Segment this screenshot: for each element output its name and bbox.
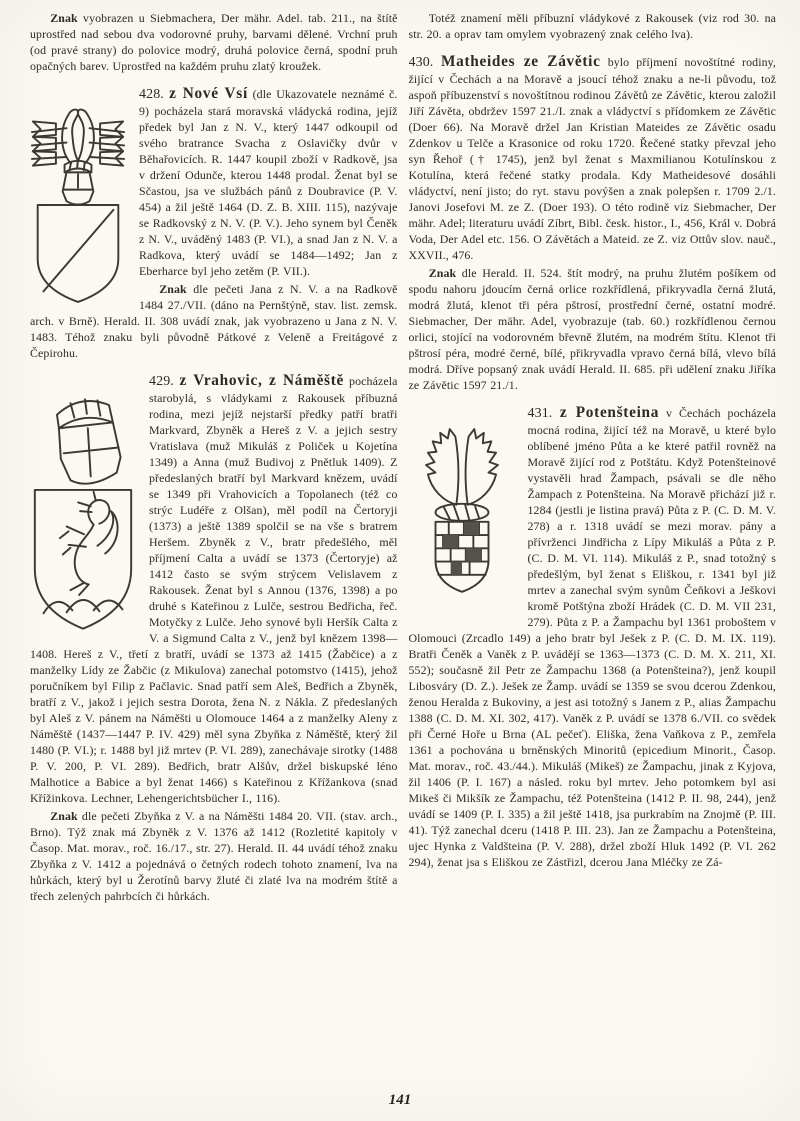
arms-nove-vsi (30, 102, 126, 308)
family-name-heading: z Nové Vsí (169, 85, 248, 102)
text-run: (dle Ukazovatele neznámé č. 9) pocházela stará moravská vládycká rodina, jejíž předek byl Jan z N. V., který 1447 odkoupil od svého bratrance Svacha z Oslavičky dvůr v Běhařovicích. R. 1447 koupil zboží v Radkově, jsa v držení Odunče, kterou 1448 prodal. Ženat byl se Sčastou, jsa ve službách pánů z Doubravice (P. V. 454) a žil ještě 1464 (D. Z. B. XIII. 115), nazývaje se Radkovský z N. V. (P. V.). Jeho synem byl Čeněk z N. V., uváděný 1483 (P. VI.), a snad Jan z N. V. a Radkova, který uvádí se 1484—1492; Jan z Eberharce byl jeho zetěm (P. VII.). (139, 87, 398, 278)
section-430 (409, 54, 777, 263)
section-number: 431. (527, 406, 560, 421)
text-run: pocházela starobylá, s vládykami z Rakousek příbuzná rodina, mezi jejíž nejstarší předky patří bratři Markvard, Zbyněk a Hereš z V. a jejich sestry Vratislava (muž Mikuláš z Poliček u Kojetína 1349) a Anna (muž Budivoj z Pnětluk 1409). Z předeslaných bratří byl Markvard knězem, uvádí se 1349 při Vrahovicích a Topolanech (též co strýc Ludéře z Olšan), měl podíl na Čertoryji (1373) a ještě 1389 spolčil se na vše s bratrem Heršem. Zbyněk z V., bratr předešlého, měl příjmení Calta a uvádí se 1373 (Čertoryje) až 1412 často se svým strýcem Velislavem z Rakousek. Ženat byl s Annou (1376, 1398) a po druhé s Kateřinou z Lulče, sestrou Bedřicha, řeč. Motyčky z Lulče. Jeho synové byli Heršík Calta z V. a Sigmund Calta z V., jenž byl knězem 1398—1408. Hereš z V., třetí z bratří, uvádí se 1373 až 1415 (Žabčice) a z manželky Lídy ze Žabčic (z Mikulova) zanechal potomstvo (1415), jehož poručníkem byl Filip z Pačlavic. Snad patří sem Aleš, Bedřich a Zbyněk, bratří z V., jakož i jejich sestra Dorota, žena N. z Nákla. Z předeslaných byl Aleš z V. pánem na Náměšti u Olomouce 1464 a z manželky Aleny z Náměště (1437—1447 P. IV. 429) měl syna Zbyňka z Náměště, který žil 1480 (P. VI.); r. 1488 byl již mrtev (P. VI. 289), zanechávaje sirotky (1488 P. V. 200, P. VI. 289). Bedřich, bratr Alšův, držel biskupské léno Malhotice a Babice a byl ženat 1466) s Kateřinou z Křížankova (snad Křížinkova. Lechner, Lehengerichtsbücher I., 116). (30, 374, 398, 805)
left-column (30, 10, 398, 904)
continuation-paragraph-right (409, 10, 777, 42)
text-run: dle Herald. II. 524. štít modrý, na pruhu žlutém pošíkem od spodu nahoru jdoucím černá orlice rozkřídlená, přikryvadla černá žlutá, modrá žlutá, klenot tři péra pštrosí, prostřední černé, ostatní modré. Siebmacher, Der mähr. Adel, vyobrazuje (tab. 60.) rozkřídlenou černou orlici, stojící na vodorovném břevně žlutém, na modrém štítu. Klenot tři pštrosí péra, modré černé, bílé, přikryvadla vpravo černá bílá, vlevo bílá modrá. Dříve popsaný znak uvádí Herald. II. 685. při udělení znaku Jiříka ze Závětic 1597 21./1. (408, 266, 776, 392)
znak-430-paragraph (409, 265, 777, 393)
section-428 (30, 86, 398, 279)
text-run: Totéž znamení měli příbuzní vládykové z Rakousek (viz rod 30. na str. 20. a oprav tam omylem vyobrazený znak celého lva). (408, 11, 776, 41)
lead-word: Znak (50, 11, 78, 25)
family-name-heading: z Potenšteina (559, 404, 660, 421)
section-429 (30, 373, 398, 806)
section-number: 430. (408, 55, 441, 70)
znak-429-paragraph (30, 808, 398, 904)
text-run: vyobrazen u Siebmachera, Der mähr. Adel. tab. 211., na štítě uprostřed nad sebou dva vodorovné pruhy, barvami dělené. Vrchní pruh (od pravé strany) do polovice modrý, druhá polovice černá, spodní pruh opačných barev. Uprostřed na každém pruhu zlatý kroužek. (30, 11, 398, 73)
section-431 (409, 405, 777, 870)
text-columns (30, 10, 776, 904)
lead-word: Znak (50, 809, 78, 823)
family-name-heading: z Vrahovic, z Náměště (179, 372, 344, 389)
section-number: 428. (139, 87, 170, 102)
arms-potenstein (409, 421, 515, 615)
section-number: 429. (149, 374, 180, 389)
continuation-paragraph (30, 10, 398, 74)
text-run: bylo příjmení novoštítné rodiny, žijící v Čechách a na Moravě a jsoucí téhož znaku a ne-li původu, tož aspoň příbuzenství s novoštítnou rodinou Závětů ze Závětic, kterou založil Jiří Závěta, obdržev 1597 21./I. znak a vládyctví s přídomkem ze Závětic (Doer 66). Na Moravě držel Jan Kristian Mateides ze Závětic osadu Zdenkov u Telče a Krasonice od roku 1720. Řečené statky převzal jeho syn Řehoř († 1745), jenž byl ženat s Maxmilianou Kotulínskou z Kotulína, která řečené statky prodala. Kdy Matheidesové dosáhli vládyctví, není jisto; do ryt. stavu povýšen a znak polepšen r. 1709 2./1. Janovi Josefovi M. ze Z. (Doer 193). O této rodině viz Siebmacher, Der mähr. Adel; literaturu uvádí Zíbrt, Bibl. česk. histor., I., 456, Král v. Dobrá Voda, Der Adel etc. 156. O Závětách a Mateid. ze Z. viz Ottův slov. nauč., XXVII., 476. (408, 55, 776, 262)
family-name-heading: Matheides ze Závětic (441, 53, 601, 70)
text-run: dle pečeti Zbyňka z V. a na Náměšti 1484 20. VII. (stav. arch., Brno). Týž znak má Zbyněk z V. 1376 až 1412 (Rozletité kapitoly v Časop. Mat. morav., roč. 16./17., str. 27). Herald. II. 44 uvádí téhož znaku Zbyňka z V. 1412 a pojednává o četných rodech tohoto znamení, lva na hůrkách, který byl u Žerotínů barvy žluté či zlaté lva na modrém štítě a třech zelených pahrbcích či hůrkách. (30, 809, 398, 903)
lead-word: Znak (159, 282, 187, 296)
right-column (409, 10, 777, 904)
arms-vrahovic (30, 389, 136, 639)
lead-word: Znak (428, 266, 457, 280)
text-run: dle pečeti Jana z N. V. a na Radkově 1484 27./VII. (dáno na Pernštýně, stav. list. zemsk. arch. v Brně). Herald. II. 308 uvádí znak, jak vyobrazeno u Jana z N. V. 1483. Téhož znaku byli původně Pátkové z Veleně a Freitágové z Čepirohu. (30, 282, 398, 360)
text-run: v Čechách pocházela mocná rodina, žijící též na Moravě, u které bylo oblíbené jméno Půta a ke které patřil rovněž na Moravě žijící rod z Potštátu. Když Potenšteinové vystavěli hrad Žampach, psávali se dle něho Žampach z Potenšteina. Na Moravě přichází již r. 1284 (jestli je listina pravá) Půta z P. (C. D. M. V. 278) a r. 1318 uvádí se mezi morav. pány a přívrženci Jindřicha z Lípy Mikuláš a Půta z P. (C. D. M. VI. 114). Mikuláš z P., snad totožný s předešlým, byl ženat s Eliškou, r. 1341 byl již mrtev a zanechal svým synům Čeňkovi a Ješkovi kromě Potštýna zboží Hrádek (C. D. M. VII 231, 279). Půta z P. a Žampachu byl 1361 proboštem v Olomouci (Zrcadlo 149) a jeho bratr byl Ješek z P. (C. D. M. IX. 119). Bratři Čeněk a Vaněk z P. uvádějí se 1363—1373 (C. D. M. X. 211, XI. 552); současně žil Petr ze Žampachu 1368 (a Potenšteina?), jenž koupil Libosváry (D. Z.). Ješek ze Žamp. uvádí se 1359 se svou dcerou Zdenkou, ženou Heralda z Bukoviny, a jest asi totožný s Janem z P., alias Žampachu 1388 (C. D. M. XI. 302, 417). Vaněk z P. uvádí se 1378 6./VII. co svědek při Černé Hoře u Brna (AL pečeť). Eliška, žena Vaňkova z P., zemřela 1361 a pochována u brněnských Minoritů (epicedium Minorit., Časop. Mat. morav., roč. 43./44.). Mikuláš (Mikeš) ze Žampachu, jinak z Kyjova, žil 1406 (P. I. 167) a násled. roku byl mrtev. Jeho potomkem byl asi Mikeš či Mikšík ze Žampachu, též Potenšteina (1412 P. II. 98, 244), jenž uvádí se 1409 (P. I. 335) a žil ještě 1418, jsa purkrabím na Znojmě (P. III. 41). Týž zanechal dceru (1418 P. III. 23). Jan ze Žampachu a Potenšteina, ujec Hynka z Valdšteina (P. V. 288), držel zboží Hluk 1492 (P. VI. 262 294), ženat jsa s Eliškou ze Zástřizl, dcerou Jana Mléčky ze Zá- (408, 406, 776, 869)
page-number: 141 (388, 1092, 412, 1108)
